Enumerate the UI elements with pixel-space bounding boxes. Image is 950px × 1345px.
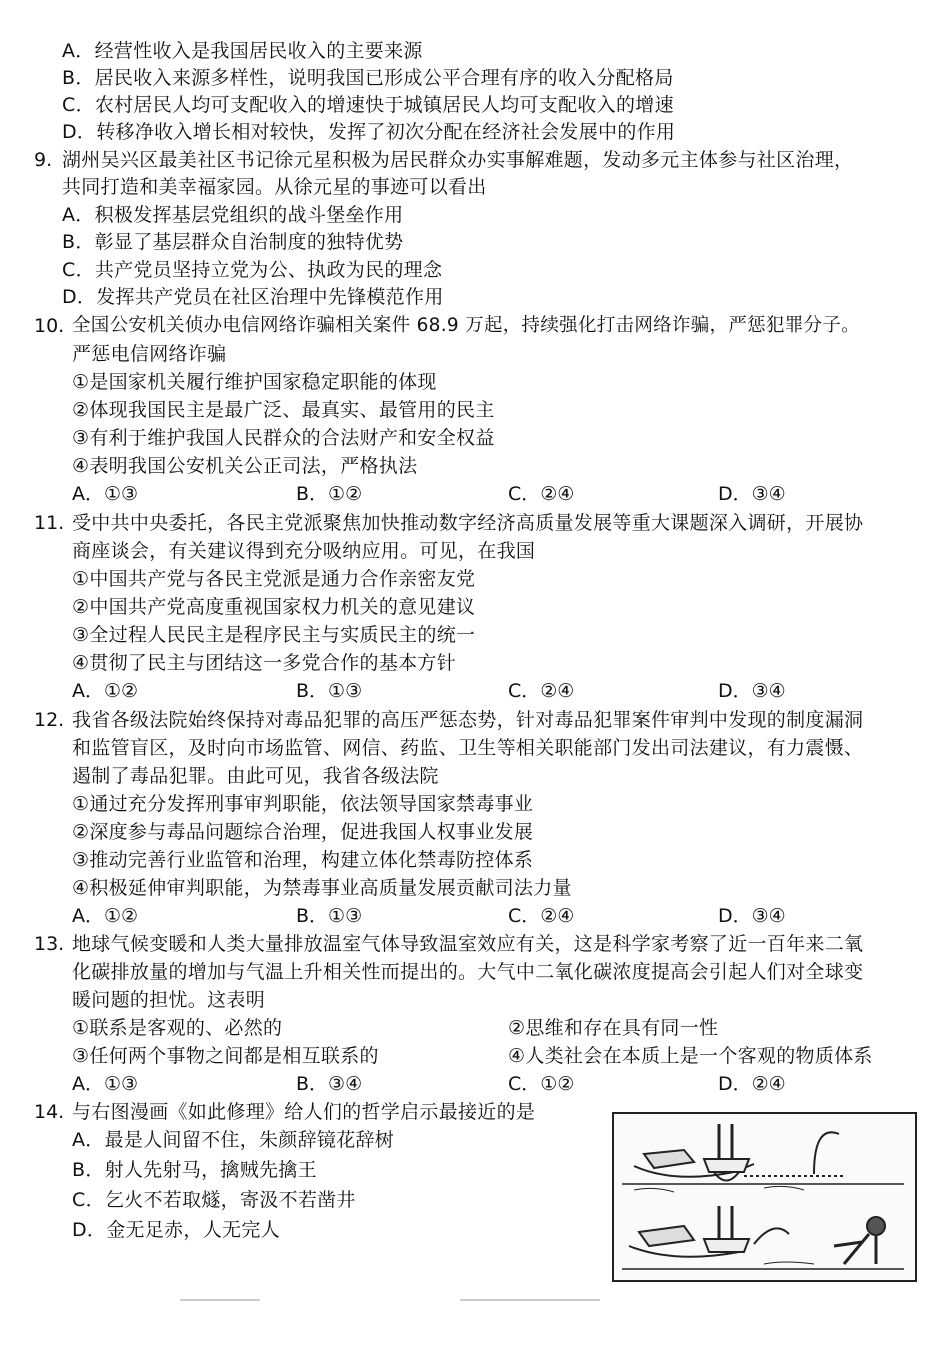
q10-statement: ①是国家机关履行维护国家稳定职能的体现 bbox=[72, 371, 437, 393]
q10-stem-line: 全国公安机关侦办电信网络诈骗相关案件 68.9 万起，持续强化打击网络诈骗，严惩犯罪分子。 bbox=[72, 315, 860, 336]
q10-stem-line: 严惩电信网络诈骗 bbox=[72, 343, 227, 365]
q13-statement: ①联系是客观的、必然的 bbox=[72, 1017, 283, 1039]
q12-choice-c: C．②④ bbox=[508, 905, 575, 927]
q10-statement: ②体现我国民主是最广泛、最真实、最管用的民主 bbox=[72, 399, 495, 421]
q10-choice-d: D．③④ bbox=[718, 483, 786, 505]
q12-number: 12. bbox=[34, 709, 65, 731]
q14-option-d: D．金无足赤，人无完人 bbox=[72, 1219, 280, 1241]
bottom-sink-scene bbox=[622, 1206, 904, 1269]
q11-statement: ①中国共产党与各民主党派是通力合作亲密友党 bbox=[72, 568, 476, 590]
q12-stem-line: 遏制了毒品犯罪。由此可见，我省各级法院 bbox=[72, 765, 439, 787]
q11-choice-c: C．②④ bbox=[508, 680, 575, 702]
q10-choice-c: C．②④ bbox=[508, 483, 575, 505]
q11-stem-line: 受中共中央委托，各民主党派聚焦加快推动数字经济高质量发展等重大课题深入调研，开展协 bbox=[72, 512, 864, 534]
footer-scan-noise bbox=[180, 1296, 700, 1304]
q9-option-d: D．发挥共产党员在社区治理中先锋模范作用 bbox=[62, 286, 444, 308]
q11-number: 11. bbox=[34, 512, 65, 534]
q14-option-a: A．最是人间留不住，朱颜辞镜花辞树 bbox=[72, 1129, 395, 1151]
q11-stem-line: 商座谈会，有关建议得到充分吸纳应用。可见，在我国 bbox=[72, 540, 536, 562]
q11-statement: ③全过程人民民主是程序民主与实质民主的统一 bbox=[72, 624, 476, 646]
q12-stem-line: 和监管盲区，及时向市场监管、网信、药监、卫生等相关职能部门发出司法建议，有力震慑、 bbox=[72, 737, 864, 759]
q14-option-c: C．乞火不若取燧，寄汲不若凿井 bbox=[72, 1189, 356, 1211]
q14-stem: 与右图漫画《如此修理》给人们的哲学启示最接近的是 bbox=[72, 1101, 536, 1123]
q13-statement: ④人类社会在本质上是一个客观的物质体系 bbox=[508, 1045, 873, 1067]
q9-number: 9. bbox=[34, 149, 53, 171]
q13-choice-a: A．①③ bbox=[72, 1073, 139, 1095]
q9-stem-line: 共同打造和美幸福家园。从徐元星的事迹可以看出 bbox=[62, 176, 487, 198]
q10-statement: ④表明我国公安机关公正司法，严格执法 bbox=[72, 455, 418, 477]
q8-option-a: A．经营性收入是我国居民收入的主要来源 bbox=[62, 40, 423, 62]
q11-statement: ②中国共产党高度重视国家权力机关的意见建议 bbox=[72, 596, 476, 618]
q12-statement: ③推动完善行业监管和治理，构建立体化禁毒防控体系 bbox=[72, 849, 534, 871]
q13-number: 13. bbox=[34, 933, 65, 955]
q8-option-c: C．农村居民人均可支配收入的增速快于城镇居民人均可支配收入的增速 bbox=[62, 94, 674, 116]
q13-stem-line: 暖问题的担忧。这表明 bbox=[72, 989, 266, 1011]
q9-stem-line: 湖州吴兴区最美社区书记徐元星积极为居民群众办实事解难题，发动多元主体参与社区治理， bbox=[62, 149, 854, 171]
q12-choice-d: D．③④ bbox=[718, 905, 786, 927]
q9-option-a: A．积极发挥基层党组织的战斗堡垒作用 bbox=[62, 204, 404, 226]
q13-statement: ②思维和存在具有同一性 bbox=[508, 1017, 719, 1039]
q13-choice-c: C．①② bbox=[508, 1073, 575, 1095]
q11-choice-d: D．③④ bbox=[718, 680, 786, 702]
cartoon-illustration bbox=[612, 1112, 917, 1282]
q11-choice-a: A．①② bbox=[72, 680, 139, 702]
q12-statement: ①通过充分发挥刑事审判职能，依法领导国家禁毒事业 bbox=[72, 793, 534, 815]
q13-statement: ③任何两个事物之间都是相互联系的 bbox=[72, 1045, 379, 1067]
q8-option-d: D．转移净收入增长相对较快，发挥了初次分配在经济社会发展中的作用 bbox=[62, 121, 676, 143]
q11-statement: ④贯彻了民主与团结这一多党合作的基本方针 bbox=[72, 652, 457, 674]
q13-choice-d: D．②④ bbox=[718, 1073, 786, 1095]
q13-stem-line: 地球气候变暖和人类大量排放温室气体导致温室效应有关，这是科学家考察了近一百年来二氧 bbox=[72, 933, 864, 955]
q9-option-c: C．共产党员坚持立党为公、执政为民的理念 bbox=[62, 259, 443, 281]
q14-number: 14. bbox=[34, 1101, 65, 1123]
q14-option-b: B．射人先射马，擒贼先擒王 bbox=[72, 1159, 317, 1181]
q10-statement: ③有利于维护我国人民群众的合法财产和安全权益 bbox=[72, 427, 495, 449]
q12-stem-line: 我省各级法院始终保持对毒品犯罪的高压严惩态势，针对毒品犯罪案件审判中发现的制度漏洞 bbox=[72, 709, 864, 731]
q10-choice-b: B．①② bbox=[296, 483, 363, 505]
q8-option-b: B．居民收入来源多样性，说明我国已形成公平合理有序的收入分配格局 bbox=[62, 67, 674, 89]
q10-choice-a: A．①③ bbox=[72, 483, 139, 505]
q12-choice-b: B．①③ bbox=[296, 905, 363, 927]
q12-statement: ②深度参与毒品问题综合治理，促进我国人权事业发展 bbox=[72, 821, 534, 843]
q13-choice-b: B．③④ bbox=[296, 1073, 363, 1095]
q12-statement: ④积极延伸审判职能，为禁毒事业高质量发展贡献司法力量 bbox=[72, 877, 572, 899]
q13-stem-line: 化碳排放量的增加与气温上升相关性而提出的。大气中二氧化碳浓度提高会引起人们对全球变 bbox=[72, 961, 864, 983]
top-sink-scene bbox=[622, 1124, 904, 1192]
q10-number: 10. bbox=[34, 315, 65, 337]
q12-choice-a: A．①② bbox=[72, 905, 139, 927]
cartoon-drawing bbox=[614, 1114, 915, 1280]
q11-choice-b: B．①③ bbox=[296, 680, 363, 702]
q9-option-b: B．彰显了基层群众自治制度的独特优势 bbox=[62, 231, 404, 253]
